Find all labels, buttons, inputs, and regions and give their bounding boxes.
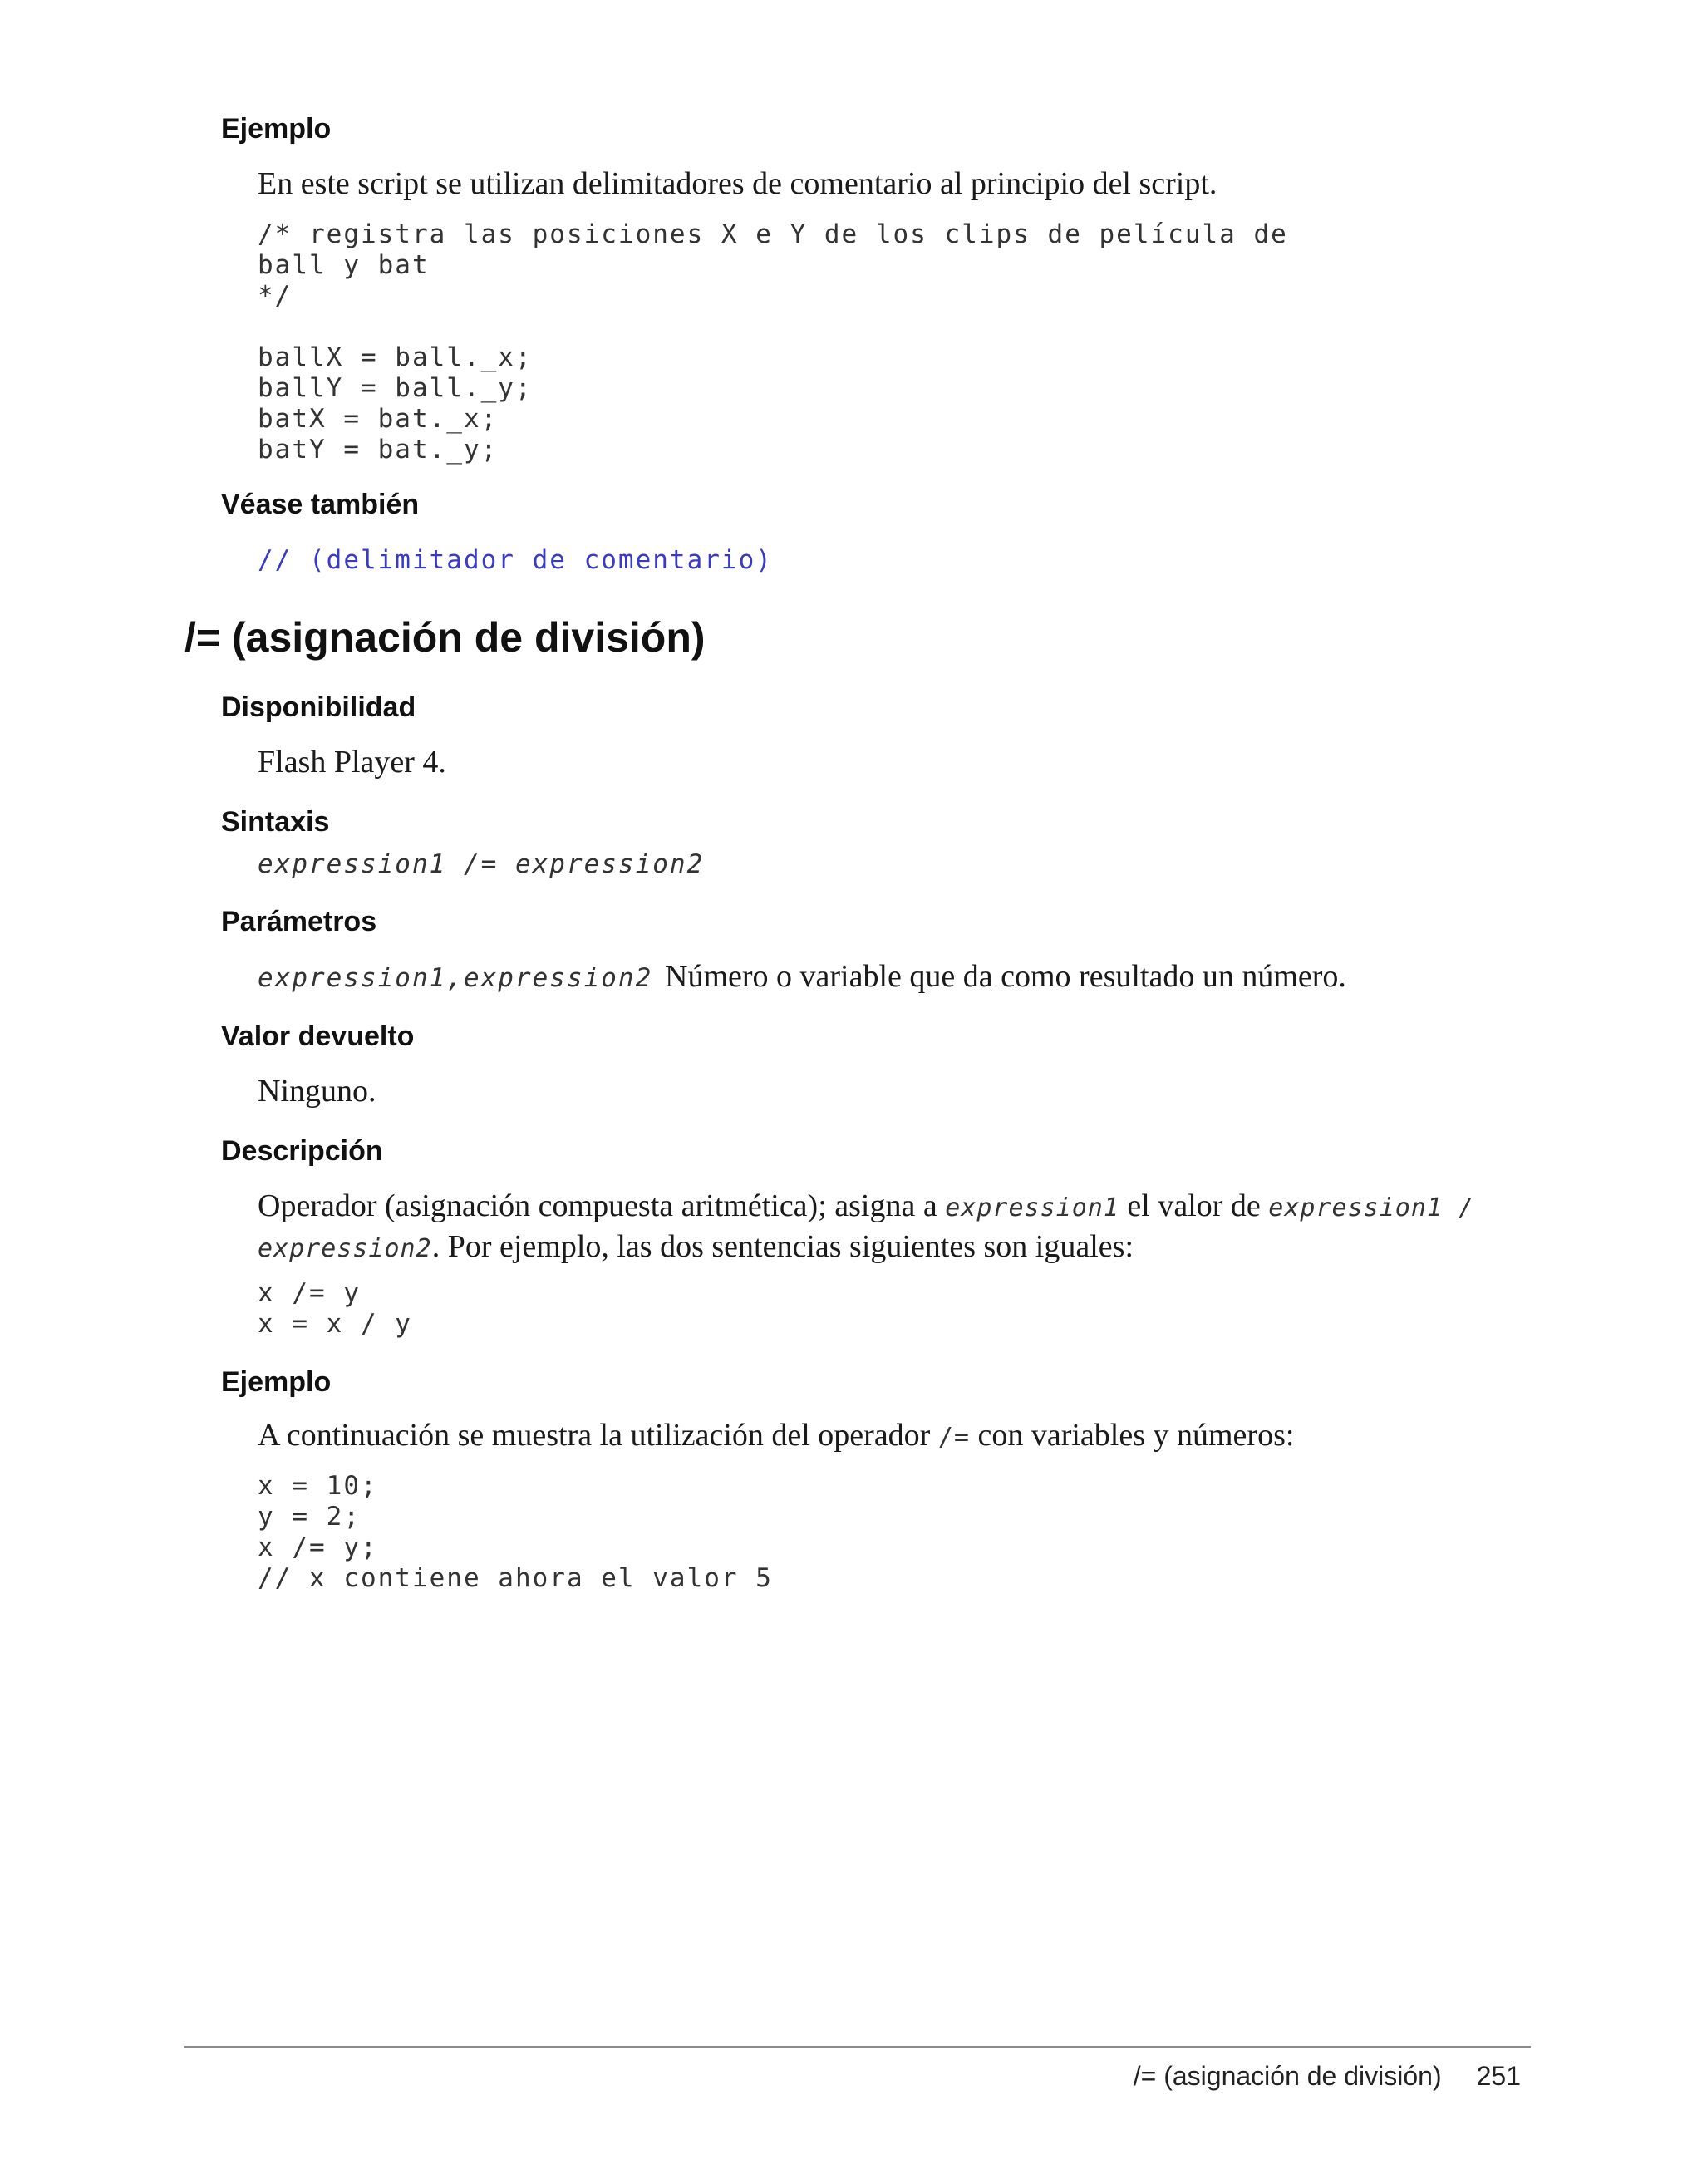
description-code-block <box>258 1278 412 1340</box>
example-label: Ejemplo <box>221 113 332 145</box>
example2-code: /= <box>937 1423 970 1452</box>
example2-label: Ejemplo <box>221 1366 332 1398</box>
example2-paragraph <box>258 1416 1294 1457</box>
see-also-link[interactable]: // (delimitador de comentario) <box>258 545 773 575</box>
description-code: expression2 <box>258 1234 432 1263</box>
code-line: batY = bat._y; <box>258 435 499 465</box>
code-line: x = 10; <box>258 1471 378 1501</box>
description-text: el valor de <box>1119 1188 1269 1223</box>
page-title: /= (asignación de división) <box>184 614 706 661</box>
return-text: Ninguno. <box>258 1074 376 1109</box>
example2-code-block <box>258 1471 773 1594</box>
code-line: /* registra las posiciones X e Y de los clips de película de <box>258 219 1288 249</box>
code-line: ballX = ball._x; <box>258 342 533 372</box>
syntax-code: expression1 /= expression2 <box>258 849 705 879</box>
code-line: x /= y; <box>258 1532 378 1562</box>
code-line: */ <box>258 281 293 311</box>
params-desc: Número o variable que da como resultado un número. <box>665 959 1346 994</box>
availability-text: Flash Player 4. <box>258 745 446 780</box>
footer-divider <box>184 2046 1531 2048</box>
description-paragraph <box>258 1187 1537 1268</box>
page-number: 251 <box>1476 2061 1521 2091</box>
code-line: ball y bat <box>258 250 430 280</box>
example2-text: con variables y números: <box>969 1418 1295 1453</box>
return-label: Valor devuelto <box>221 1021 415 1052</box>
params-row <box>258 957 1346 996</box>
code-line: batX = bat._x; <box>258 404 499 434</box>
see-also-label: Véase también <box>221 489 420 520</box>
description-text: . Por ejemplo, las dos sentencias siguientes son iguales: <box>431 1229 1134 1264</box>
code-line: x /= y <box>258 1278 361 1308</box>
code-line: // x contiene ahora el valor 5 <box>258 1563 773 1593</box>
params-label: Parámetros <box>221 906 377 937</box>
example-text: En este script se utilizan delimitadores de comentario al principio del script. <box>258 166 1217 201</box>
availability-label: Disponibilidad <box>221 691 416 723</box>
code-line <box>258 312 1288 342</box>
example2-text: A continuación se muestra la utilización del operador <box>258 1418 938 1453</box>
params-name: expression1,expression2 <box>258 963 653 993</box>
footer-title: /= (asignación de división) <box>1133 2061 1442 2091</box>
code-line: y = 2; <box>258 1502 361 1532</box>
syntax-label: Sintaxis <box>221 806 330 838</box>
description-code: expression1 <box>945 1193 1119 1222</box>
code-line: ballY = ball._y; <box>258 373 533 403</box>
description-text: Operador (asignación compuesta aritmética); asigna a <box>258 1188 946 1223</box>
footer <box>1080 2061 1521 2092</box>
code-line: x = x / y <box>258 1309 412 1339</box>
description-label: Descripción <box>221 1135 383 1167</box>
example-code-block <box>258 219 1288 465</box>
description-code: expression1 / <box>1268 1193 1475 1222</box>
